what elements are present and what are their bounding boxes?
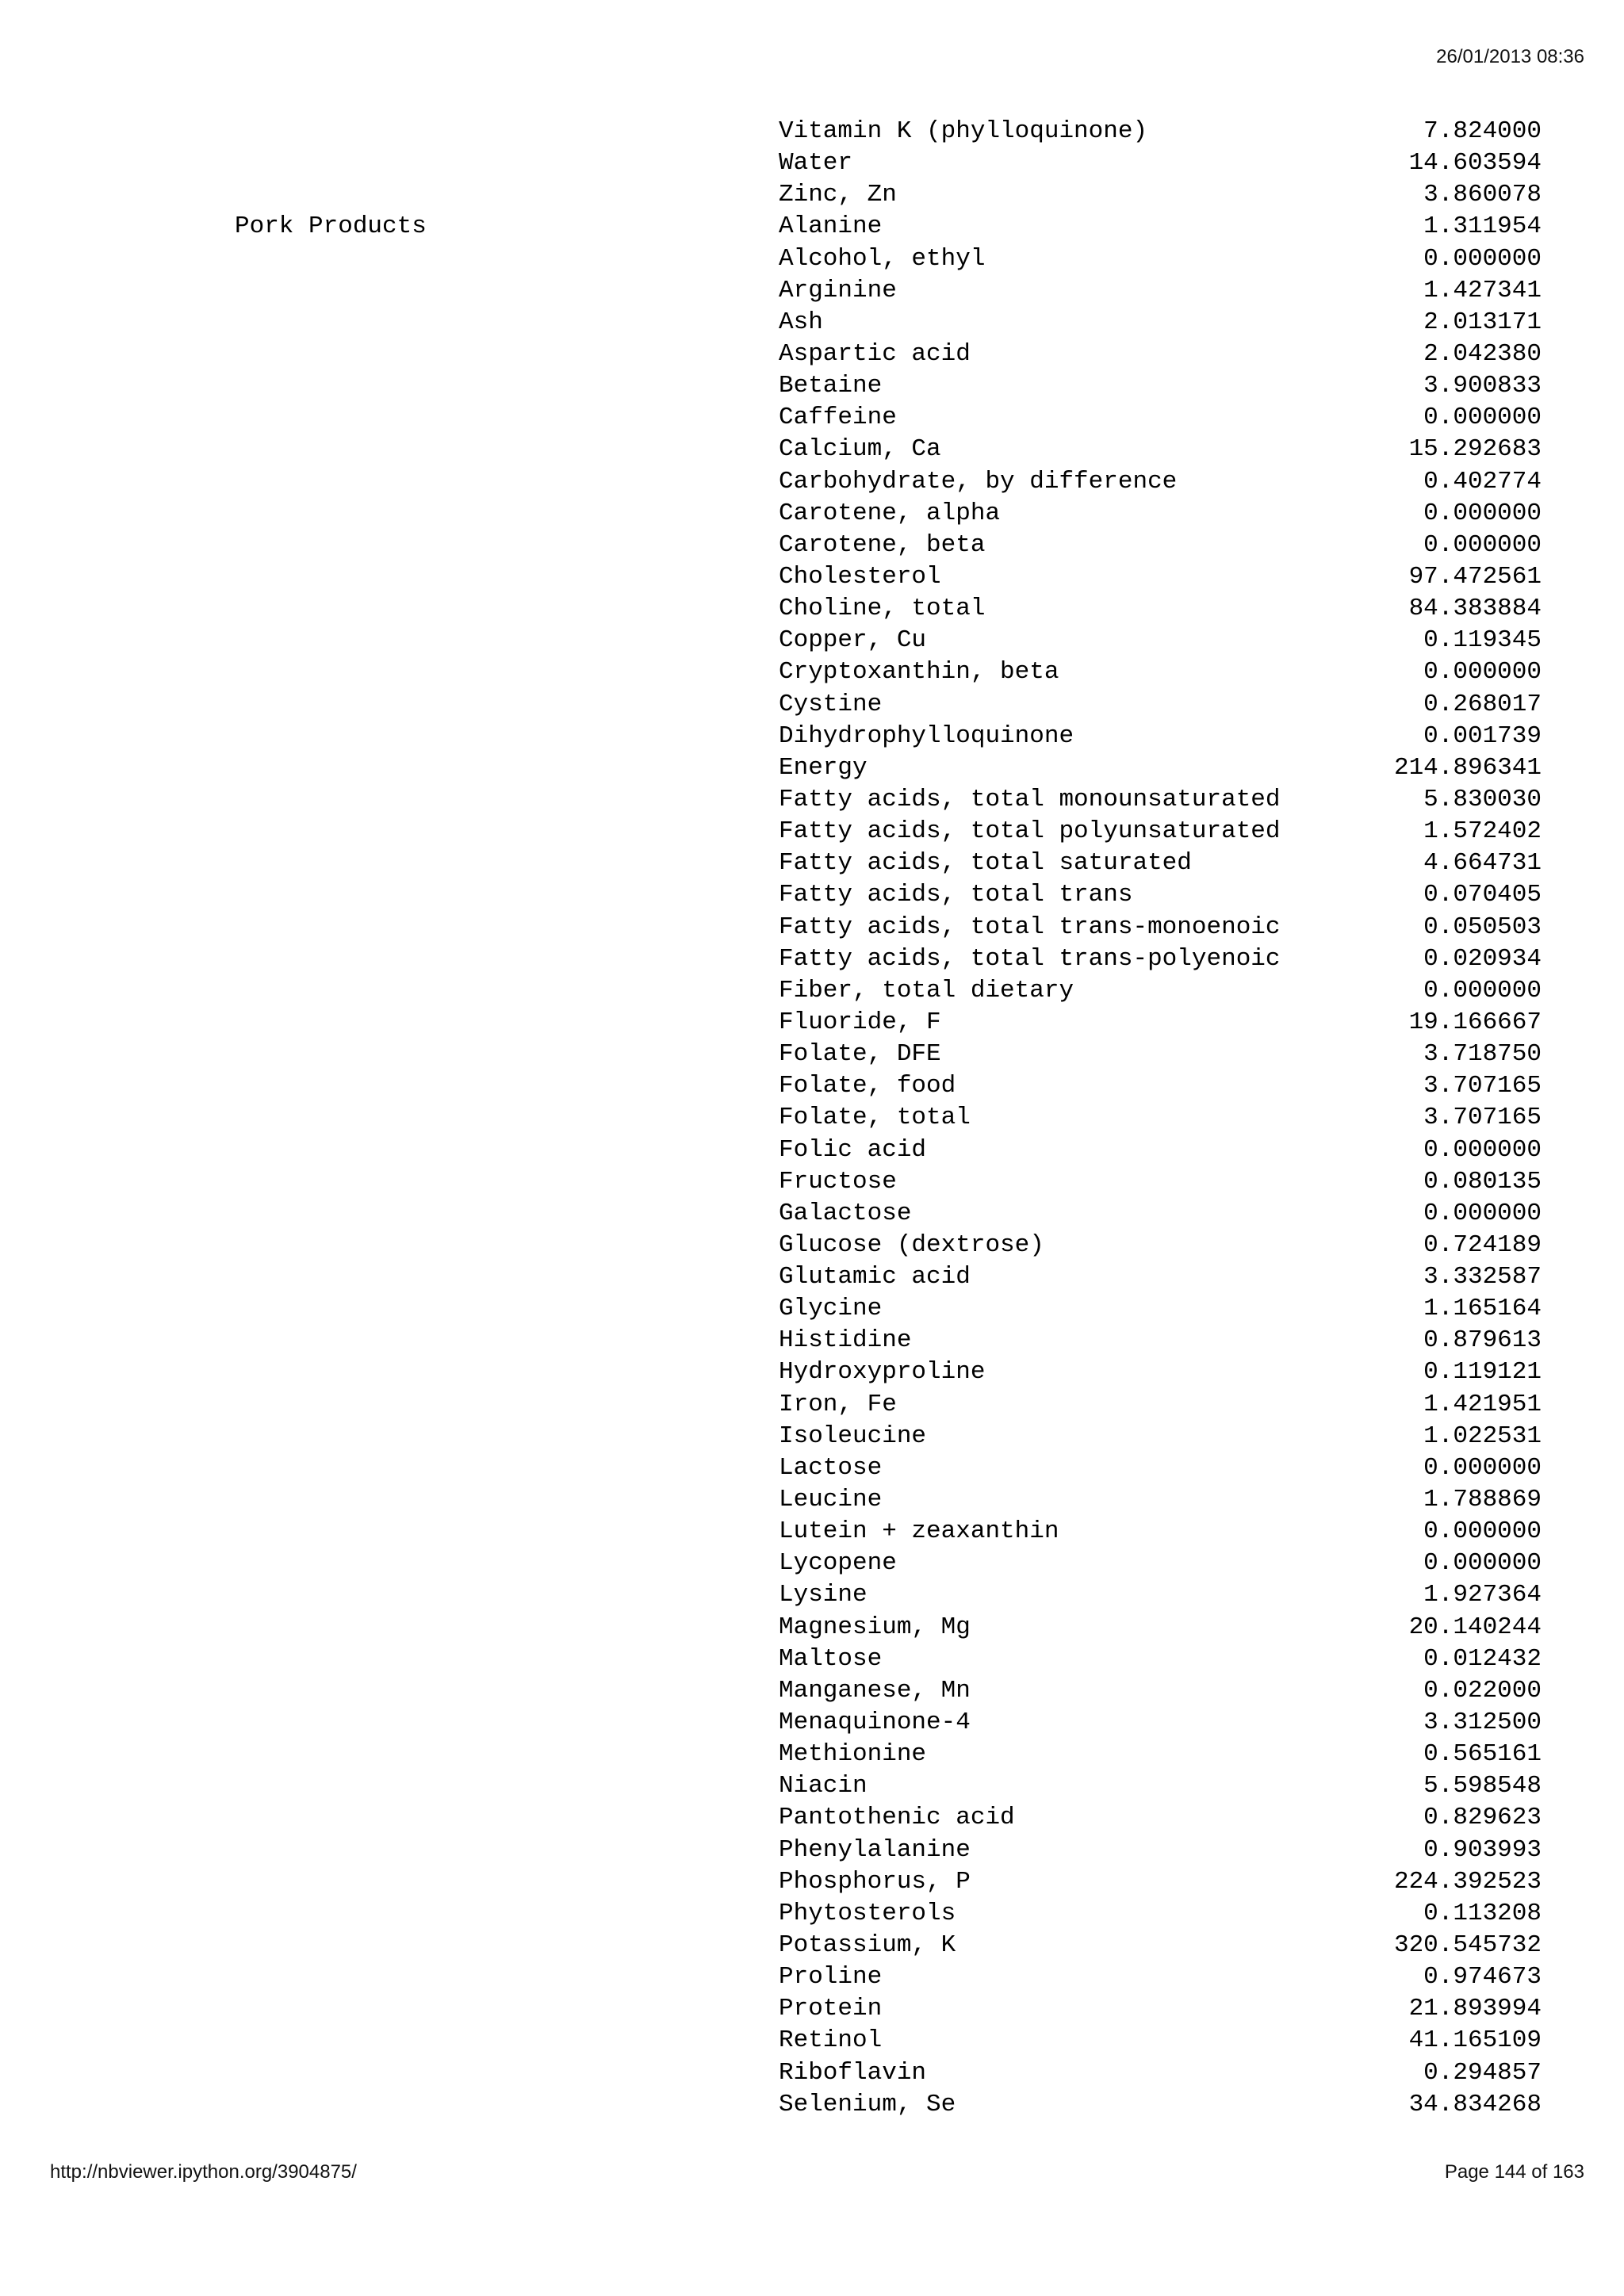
nutrient-name: Protein <box>779 1995 883 2023</box>
table-row <box>0 1802 1624 1834</box>
nutrient-name: Fatty acids, total polyunsaturated <box>779 817 1281 846</box>
table-row <box>0 561 1624 593</box>
nutrient-value: 0.879613 <box>1423 1326 1542 1355</box>
table-row <box>0 1198 1624 1230</box>
nutrient-name: Calcium, Ca <box>779 435 941 464</box>
table-row <box>0 211 1624 243</box>
table-row <box>0 1484 1624 1516</box>
table-row <box>0 625 1624 656</box>
nutrient-value: 5.830030 <box>1423 785 1542 813</box>
table-row <box>0 1421 1624 1452</box>
table-row <box>0 339 1624 370</box>
table-row <box>0 1452 1624 1484</box>
nutrient-name: Copper, Cu <box>779 626 927 655</box>
nutrient-name: Glycine <box>779 1295 883 1323</box>
table-row <box>0 147 1624 179</box>
nutrient-value: 0.000000 <box>1423 1453 1542 1482</box>
nutrient-name: Cryptoxanthin, beta <box>779 658 1059 687</box>
nutrient-name: Vitamin K (phylloquinone) <box>779 117 1148 145</box>
table-row <box>0 243 1624 275</box>
nutrient-name: Menaquinone-4 <box>779 1709 971 1737</box>
table-row <box>0 530 1624 561</box>
nutrient-value: 0.001739 <box>1423 721 1542 750</box>
table-row <box>0 1070 1624 1102</box>
nutrient-name: Arginine <box>779 276 897 304</box>
nutrient-name: Carotene, beta <box>779 530 986 559</box>
nutrient-name: Energy <box>779 753 868 782</box>
nutrient-value: 19.166667 <box>1408 1008 1542 1036</box>
table-row <box>0 402 1624 434</box>
table-row <box>0 1707 1624 1739</box>
nutrient-value: 0.000000 <box>1423 1199 1542 1227</box>
nutrient-value: 0.268017 <box>1423 690 1542 718</box>
nutrient-value: 0.000000 <box>1423 530 1542 559</box>
nutrient-value: 4.664731 <box>1423 849 1542 878</box>
nutrient-name: Isoleucine <box>779 1422 927 1450</box>
table-row <box>0 1579 1624 1611</box>
nutrient-value: 1.421951 <box>1423 1390 1542 1418</box>
nutrient-value: 0.000000 <box>1423 1135 1542 1164</box>
nutrient-value: 0.119121 <box>1423 1358 1542 1387</box>
nutrient-name: Ash <box>779 308 823 336</box>
nutrient-value: 14.603594 <box>1408 149 1542 178</box>
nutrient-name: Fluoride, F <box>779 1008 941 1036</box>
table-row <box>0 1835 1624 1866</box>
nutrient-name: Fructose <box>779 1167 897 1196</box>
table-row <box>0 1261 1624 1293</box>
nutrient-value: 0.113208 <box>1423 1899 1542 1927</box>
table-row <box>0 1166 1624 1198</box>
nutrient-name: Betaine <box>779 372 883 400</box>
table-row <box>0 1516 1624 1548</box>
nutrient-value: 3.332587 <box>1423 1263 1542 1292</box>
nutrient-value: 3.900833 <box>1423 372 1542 400</box>
nutrient-name: Maltose <box>779 1644 883 1673</box>
nutrient-name: Potassium, K <box>779 1931 956 1960</box>
nutrient-name: Methionine <box>779 1740 927 1769</box>
nutrient-value: 0.294857 <box>1423 2058 1542 2087</box>
table-row <box>0 275 1624 307</box>
table-row <box>0 879 1624 911</box>
nutrient-value: 0.000000 <box>1423 244 1542 273</box>
nutrient-value: 0.119345 <box>1423 626 1542 655</box>
nutrient-name: Caffeine <box>779 404 897 432</box>
table-row <box>0 116 1624 147</box>
table-row <box>0 1039 1624 1070</box>
table-row <box>0 1230 1624 1261</box>
table-row <box>0 752 1624 784</box>
table-row <box>0 1898 1624 1930</box>
nutrient-name: Proline <box>779 1963 883 1992</box>
page-url[interactable]: http://nbviewer.ipython.org/3904875/ <box>50 2161 357 2183</box>
nutrient-value: 0.080135 <box>1423 1167 1542 1196</box>
table-row <box>0 1007 1624 1039</box>
nutrient-value: 3.312500 <box>1423 1709 1542 1737</box>
nutrient-name: Water <box>779 149 853 178</box>
nutrient-name: Cholesterol <box>779 562 941 591</box>
table-row <box>0 307 1624 339</box>
nutrient-name: Selenium, Se <box>779 2090 956 2118</box>
table-row <box>0 816 1624 848</box>
nutrient-value: 0.402774 <box>1423 467 1542 496</box>
nutrient-name: Cystine <box>779 690 883 718</box>
nutrient-value: 0.022000 <box>1423 1676 1542 1705</box>
nutrient-value: 0.050503 <box>1423 913 1542 941</box>
table-row <box>0 784 1624 816</box>
nutrient-name: Fatty acids, total trans <box>779 881 1133 909</box>
table-row <box>0 1357 1624 1388</box>
table-row <box>0 1993 1624 2025</box>
nutrient-value: 2.013171 <box>1423 308 1542 336</box>
nutrient-value: 1.927364 <box>1423 1581 1542 1609</box>
nutrient-name: Magnesium, Mg <box>779 1613 971 1641</box>
nutrient-name: Folate, total <box>779 1104 971 1132</box>
table-row <box>0 848 1624 879</box>
nutrient-name: Galactose <box>779 1199 912 1227</box>
nutrient-value: 0.012432 <box>1423 1644 1542 1673</box>
nutrient-value: 3.707165 <box>1423 1072 1542 1100</box>
nutrient-value: 1.022531 <box>1423 1422 1542 1450</box>
nutrient-name: Carbohydrate, by difference <box>779 467 1178 496</box>
table-row <box>0 498 1624 530</box>
nutrient-name: Folate, food <box>779 1072 956 1100</box>
nutrient-value: 5.598548 <box>1423 1772 1542 1800</box>
nutrient-name: Carotene, alpha <box>779 499 1001 527</box>
nutrient-value: 224.392523 <box>1393 1867 1542 1896</box>
table-row <box>0 466 1624 498</box>
nutrient-name: Hydroxyproline <box>779 1358 986 1387</box>
table-row <box>0 1389 1624 1421</box>
table-row <box>0 2057 1624 2089</box>
table-row <box>0 434 1624 465</box>
nutrient-name: Pantothenic acid <box>779 1804 1015 1832</box>
nutrient-value: 320.545732 <box>1393 1931 1542 1960</box>
nutrient-value: 84.383884 <box>1408 595 1542 623</box>
nutrient-value: 15.292683 <box>1408 435 1542 464</box>
nutrient-value: 7.824000 <box>1423 117 1542 145</box>
nutrient-value: 0.070405 <box>1423 881 1542 909</box>
nutrient-value: 3.860078 <box>1423 181 1542 209</box>
nutrient-value: 0.000000 <box>1423 499 1542 527</box>
nutrient-name: Fatty acids, total saturated <box>779 849 1192 878</box>
nutrient-value: 41.165109 <box>1408 2026 1542 2055</box>
nutrient-name: Alanine <box>779 212 883 241</box>
table-row <box>0 1548 1624 1579</box>
nutrient-value: 214.896341 <box>1393 753 1542 782</box>
table-row <box>0 2025 1624 2057</box>
nutrient-name: Lycopene <box>779 1549 897 1578</box>
table-row <box>0 689 1624 721</box>
table-row <box>0 1675 1624 1707</box>
nutrient-value: 0.000000 <box>1423 404 1542 432</box>
nutrient-name: Phenylalanine <box>779 1835 971 1864</box>
nutrient-value: 0.000000 <box>1423 976 1542 1004</box>
nutrient-value: 1.311954 <box>1423 212 1542 241</box>
nutrient-value: 1.788869 <box>1423 1486 1542 1514</box>
nutrient-table <box>0 116 1624 2121</box>
nutrient-name: Manganese, Mn <box>779 1676 971 1705</box>
nutrient-name: Niacin <box>779 1772 868 1800</box>
nutrient-value: 34.834268 <box>1408 2090 1542 2118</box>
table-row <box>0 1293 1624 1325</box>
nutrient-name: Zinc, Zn <box>779 181 897 209</box>
nutrient-name: Lactose <box>779 1453 883 1482</box>
print-timestamp: 26/01/2013 08:36 <box>1436 46 1584 67</box>
nutrient-name: Folic acid <box>779 1135 927 1164</box>
table-row <box>0 370 1624 402</box>
nutrient-value: 0.565161 <box>1423 1740 1542 1769</box>
nutrient-value: 0.020934 <box>1423 944 1542 973</box>
nutrient-name: Fatty acids, total monounsaturated <box>779 785 1281 813</box>
nutrient-name: Glutamic acid <box>779 1263 971 1292</box>
table-row <box>0 1102 1624 1134</box>
nutrient-name: Dihydrophylloquinone <box>779 721 1074 750</box>
nutrient-value: 0.974673 <box>1423 1963 1542 1992</box>
nutrient-name: Lutein + zeaxanthin <box>779 1517 1059 1546</box>
nutrient-name: Phytosterols <box>779 1899 956 1927</box>
table-row <box>0 1770 1624 1802</box>
table-row <box>0 179 1624 211</box>
nutrient-name: Alcohol, ethyl <box>779 244 986 273</box>
table-row <box>0 721 1624 752</box>
table-row <box>0 1961 1624 1993</box>
nutrient-name: Iron, Fe <box>779 1390 897 1418</box>
nutrient-value: 0.000000 <box>1423 1549 1542 1578</box>
nutrient-name: Lysine <box>779 1581 868 1609</box>
table-row <box>0 593 1624 625</box>
table-row <box>0 912 1624 943</box>
table-row <box>0 1930 1624 1961</box>
nutrient-value: 2.042380 <box>1423 339 1542 368</box>
table-row <box>0 1612 1624 1644</box>
table-row <box>0 943 1624 975</box>
nutrient-value: 0.903993 <box>1423 1835 1542 1864</box>
nutrient-value: 21.893994 <box>1408 1995 1542 2023</box>
nutrient-value: 1.165164 <box>1423 1295 1542 1323</box>
nutrient-value: 0.724189 <box>1423 1230 1542 1259</box>
nutrient-name: Retinol <box>779 2026 883 2055</box>
nutrient-value: 1.572402 <box>1423 817 1542 846</box>
nutrient-name: Riboflavin <box>779 2058 927 2087</box>
nutrient-name: Histidine <box>779 1326 912 1355</box>
table-row <box>0 1866 1624 1898</box>
nutrient-value: 0.000000 <box>1423 658 1542 687</box>
nutrient-value: 3.707165 <box>1423 1104 1542 1132</box>
nutrient-name: Choline, total <box>779 595 986 623</box>
nutrient-name: Leucine <box>779 1486 883 1514</box>
nutrient-value: 3.718750 <box>1423 1040 1542 1069</box>
table-row <box>0 656 1624 688</box>
table-row <box>0 975 1624 1007</box>
nutrient-value: 1.427341 <box>1423 276 1542 304</box>
table-row <box>0 1739 1624 1770</box>
nutrient-name: Phosphorus, P <box>779 1867 971 1896</box>
nutrient-value: 97.472561 <box>1408 562 1542 591</box>
nutrient-name: Aspartic acid <box>779 339 971 368</box>
nutrient-value: 20.140244 <box>1408 1613 1542 1641</box>
nutrient-name: Fiber, total dietary <box>779 976 1074 1004</box>
nutrient-value: 0.829623 <box>1423 1804 1542 1832</box>
nutrient-name: Fatty acids, total trans-polyenoic <box>779 944 1281 973</box>
table-row <box>0 2089 1624 2121</box>
nutrient-value: 0.000000 <box>1423 1517 1542 1546</box>
page-number: Page 144 of 163 <box>1444 2161 1584 2183</box>
nutrient-name: Glucose (dextrose) <box>779 1230 1044 1259</box>
table-row <box>0 1644 1624 1675</box>
table-row <box>0 1135 1624 1166</box>
food-group-label: Pork Products <box>235 212 427 241</box>
nutrient-name: Folate, DFE <box>779 1040 941 1069</box>
table-row <box>0 1325 1624 1357</box>
nutrient-name: Fatty acids, total trans-monoenoic <box>779 913 1281 941</box>
